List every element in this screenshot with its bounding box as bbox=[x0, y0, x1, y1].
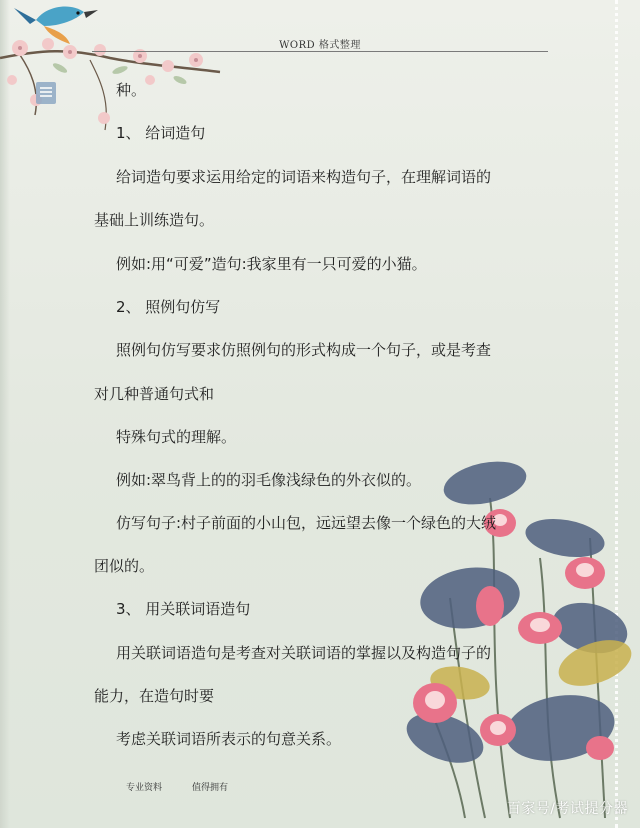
body-line: 例如:用“可爱”造句:我家里有一只可爱的小猫。 bbox=[116, 255, 427, 273]
body-line: 仿写句子:村子前面的小山包，远远望去像一个绿色的大绒 bbox=[116, 514, 497, 532]
page-header-title: WORD 格式整理 bbox=[279, 40, 361, 51]
body-line: 特殊句式的理解。 bbox=[116, 428, 237, 446]
body-line: 能力，在造句时要 bbox=[94, 687, 215, 705]
section-heading: 1、 给词造句 bbox=[116, 124, 206, 142]
body-line: 照例句仿写要求仿照例句的形式构成一个句子，或是考查 bbox=[116, 341, 492, 359]
section-heading: 3、 用关联词语造句 bbox=[116, 600, 251, 618]
body-line: 考虑关联词语所表示的句意关系。 bbox=[116, 730, 342, 748]
body-line: 团似的。 bbox=[94, 557, 155, 575]
watermark-text: 百家号/考试提分器 bbox=[506, 801, 628, 817]
footer-left-note: 专业资料 bbox=[126, 783, 163, 793]
body-line: 种。 bbox=[116, 81, 147, 99]
body-line: 对几种普通句式和 bbox=[94, 385, 215, 403]
body-line: 用关联词语造句是考查对关联词语的掌握以及构造句子的 bbox=[116, 644, 492, 662]
document-icon bbox=[36, 82, 56, 104]
footer-right-note: 值得拥有 bbox=[192, 783, 229, 793]
body-line: 给词造句要求运用给定的词语来构造句子，在理解词语的 bbox=[116, 168, 492, 186]
header-rule bbox=[92, 51, 548, 52]
section-heading: 2、 照例句仿写 bbox=[116, 298, 221, 316]
body-line: 基础上训练造句。 bbox=[94, 211, 215, 229]
body-line: 例如:翠鸟背上的的羽毛像浅绿色的外衣似的。 bbox=[116, 471, 422, 489]
